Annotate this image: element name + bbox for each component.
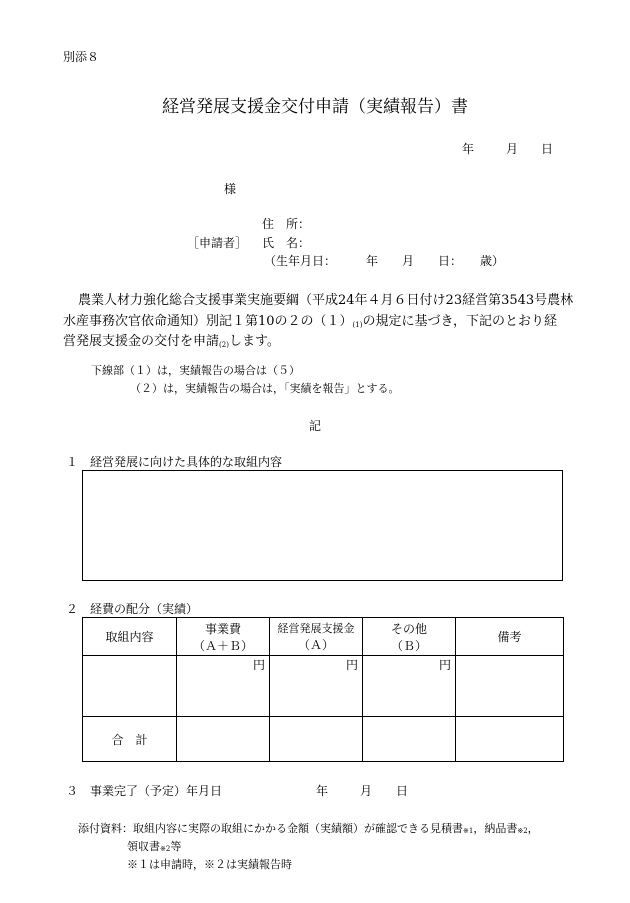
- completion-year: 年: [316, 784, 329, 798]
- total-remarks[interactable]: [456, 717, 564, 762]
- expense-table: [82, 617, 564, 762]
- header-col-remarks: 備考: [456, 618, 564, 656]
- applicant-bracket-label: ［申請者］: [187, 236, 248, 250]
- note-mark: ※2: [160, 845, 171, 853]
- completion-day: 日: [396, 784, 409, 798]
- total-project-cost[interactable]: [177, 717, 270, 762]
- section1-heading: １ 経営発展に向けた具体的な取組内容: [66, 455, 283, 469]
- name-label: 氏 名：: [262, 236, 311, 250]
- header-col-other: その他 （Ｂ）: [363, 618, 456, 656]
- document-title: 経営発展支援金交付申請（実績報告）書: [162, 97, 468, 117]
- header-col-subsidy: 経営発展支援金 （Ａ）: [270, 618, 363, 656]
- date-month: 月: [506, 142, 519, 156]
- body-line-2-text-a: 水産事務次官依命通知）別記１第10の２の（１）: [63, 314, 353, 329]
- address-label: 住 所：: [262, 217, 311, 231]
- annex-label: 別添８: [63, 50, 100, 64]
- note-mark: ※2: [517, 827, 528, 835]
- date-day: 日: [541, 142, 554, 156]
- birthdate-line: （生年月日： 年 月 日： 歳）: [264, 254, 505, 268]
- table-header-row: [83, 618, 564, 656]
- header-col-project-cost: 事業費 （Ａ＋Ｂ）: [177, 618, 270, 656]
- cell-initiative[interactable]: [83, 656, 177, 717]
- cell-remarks[interactable]: [456, 656, 564, 717]
- attachments-line-1: 添付資料：取組内容に実際の取組にかかる金額（実績額）が確認できる見積書$^{※1}$，納品書$^{※2}$，: [78, 822, 539, 835]
- cell-project-cost[interactable]: [177, 656, 270, 717]
- body-line-2: [63, 310, 557, 329]
- yen-unit: 円: [252, 658, 265, 672]
- addressee-suffix: 様: [224, 182, 237, 196]
- underline-mark-1: (1): [352, 321, 363, 329]
- table-row: [83, 656, 564, 717]
- completion-month: 月: [360, 784, 373, 798]
- total-other[interactable]: [363, 717, 456, 762]
- table-total-row: [83, 717, 564, 762]
- body-line-3-text-b: します。: [228, 334, 280, 349]
- body-line-3-text-a: 営発展支援金の交付を申請: [63, 334, 220, 349]
- date-year: 年: [462, 142, 475, 156]
- header-col-initiative: 取組内容: [83, 618, 177, 656]
- cell-other[interactable]: [363, 656, 456, 717]
- yen-unit: 円: [438, 658, 451, 672]
- note-line-1: 下線部（１）は，実績報告の場合は（５）: [91, 364, 300, 377]
- section1-content-box[interactable]: [82, 470, 563, 581]
- attachments-line-2: 領収書$^{※2}$等: [127, 840, 182, 853]
- note-line-2: （２）は，実績報告の場合は，「実績を報告」とする。: [130, 382, 400, 395]
- section3-heading: ３ 事業完了（予定）年月日: [66, 784, 223, 798]
- body-line-1: 農業人材力強化総合支援事業実施要綱（平成24年４月６日付け23経営第3543号農林: [78, 293, 574, 308]
- total-label: 合 計: [83, 717, 177, 762]
- ki-heading: 記: [309, 419, 322, 433]
- section2-heading: ２ 経費の配分（実績）: [66, 602, 199, 616]
- cell-subsidy[interactable]: [270, 656, 363, 717]
- body-line-3: [63, 330, 280, 349]
- note-mark: ※1: [463, 827, 474, 835]
- attachments-line-3: ※１は申請時，※２は実績報告時: [127, 858, 292, 871]
- total-subsidy[interactable]: [270, 717, 363, 762]
- underline-mark-2: (2): [219, 341, 229, 349]
- body-line-2-text-b: の規定に基づき，下記のとおり経: [362, 314, 557, 329]
- yen-unit: 円: [345, 658, 358, 672]
